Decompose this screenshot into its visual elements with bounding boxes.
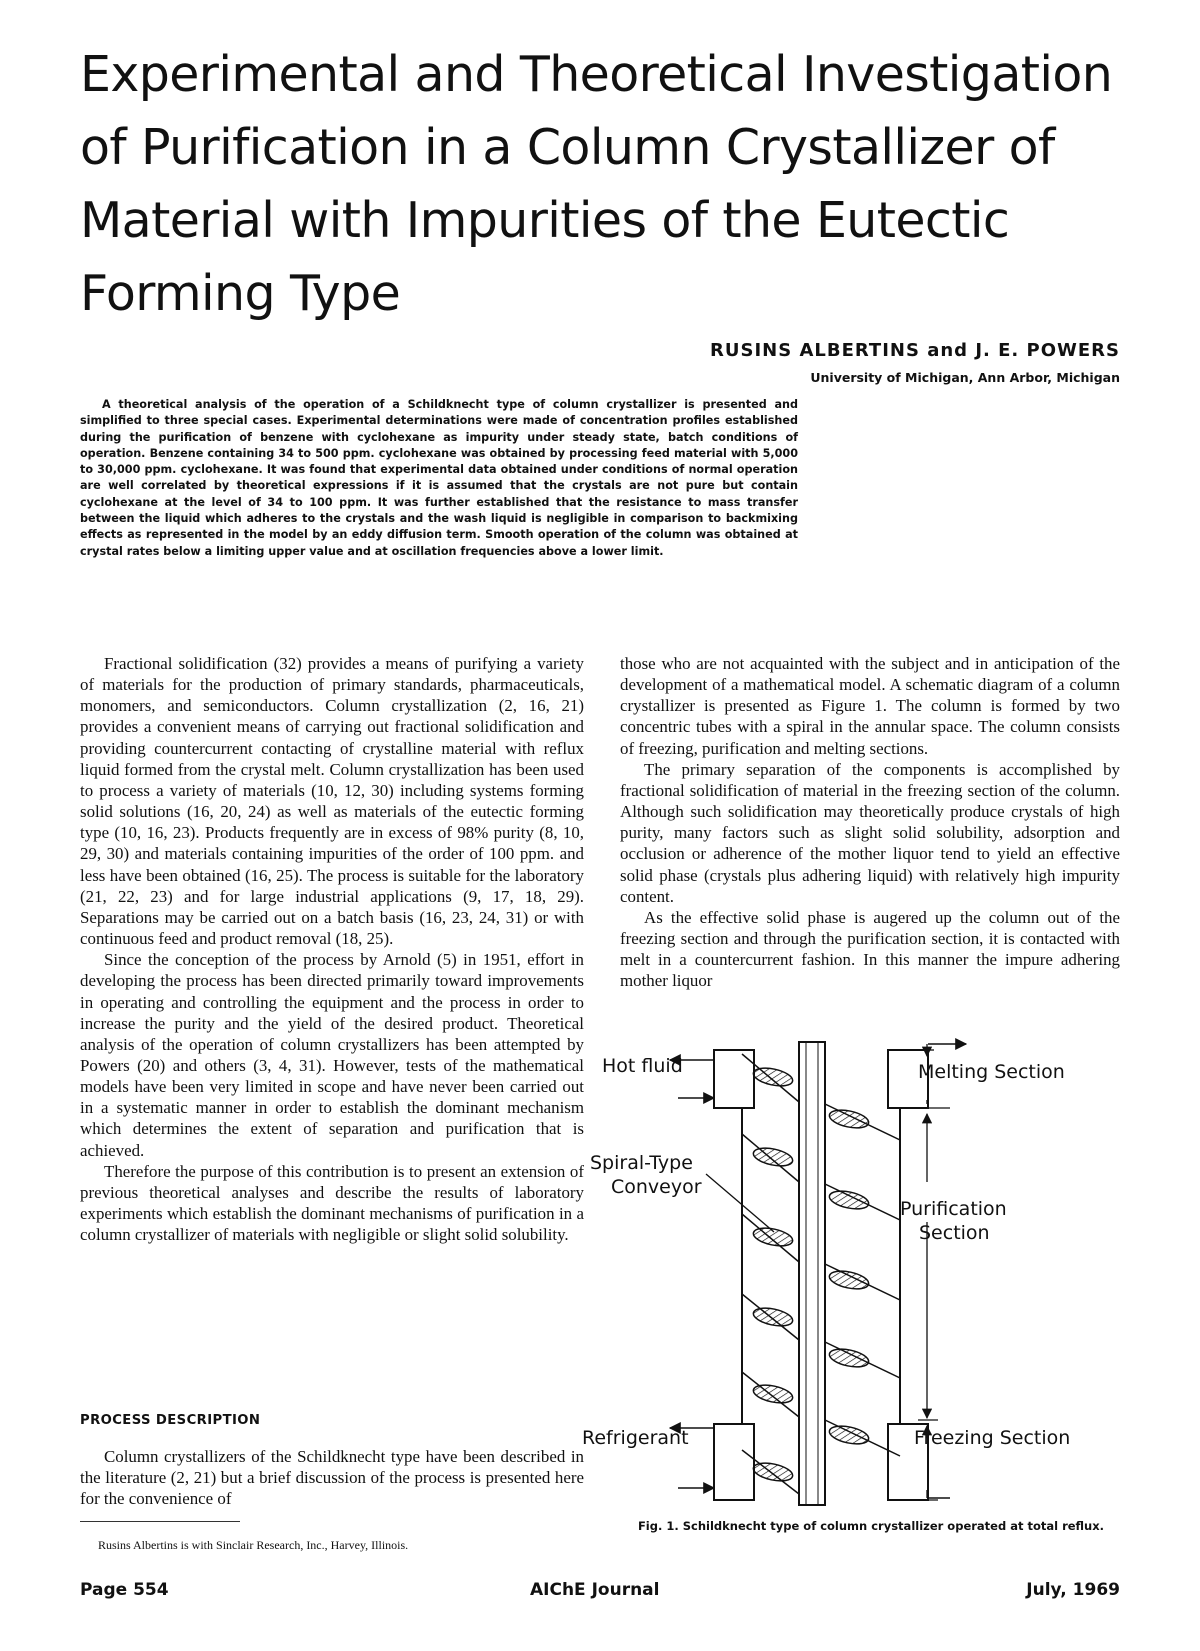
body-paragraph: Column crystallizers of the Schildknecht type have been described in the literature (2, 21) but a brief discussion of the process is presented here for the convenience of [80,1447,584,1509]
body-paragraph: Therefore the purpose of this contribution is to present an extension of previous theoretical analyses and describe the results of laboratory experiments which establish the dominant mechanisms of purification in a column crystallizer of materials with negligible or slight solid solubility. [80,1161,584,1245]
authors: RUSINS ALBERTINS and J. E. POWERS [710,340,1120,361]
body-paragraph: The primary separation of the components is accomplished by fractional solidification of material in the freezing section of the column. Although such solidification may theoretically produce crystals of high purity, many factors such as slight solid solubility, adsorption and occlusion or adherence of the mother liquor tend to yield an effective solid phase (crystals plus adhering liquid) with relatively high impurity content. [620,759,1120,906]
abstract: A theoretical analysis of the operation of a Schildknecht type of column crystallizer is presented and simplified to three special cases. Experimental determinations were made of concentration profiles established during the purification of benzene with cyclohexane as impurity under steady state, batch conditions of operation. Benzene containing 34 to 500 ppm. cyclohexane was obtained by processing feed material with 5,000 to 30,000 ppm. cyclohexane. It was found that experimental data obtained under conditions of normal operation are well correlated by theoretical expressions if it is assumed that the crystals are not pure but contain cyclohexane at the level of 34 to 100 ppm. It was further established that the resistance to mass transfer between the liquid which adheres to the crystals and the wash liquid is negligible in comparison to backmixing effects as represented in the model by an eddy diffusion term. Smooth operation of the column was obtained at crystal rates below a limiting upper value and at oscillation frequencies above a lower limit. [80,398,798,558]
purification-section-label-line1: Purification [900,1198,1007,1220]
section-heading: PROCESS DESCRIPTION [80,1413,261,1428]
issue-date: July, 1969 [1026,1580,1120,1600]
footnote-divider [80,1521,240,1522]
freezing-section-label: Freezing Section [914,1427,1071,1449]
column-crystallizer-figure [582,1042,1124,1507]
body-paragraph: Since the conception of the process by Arnold (5) in 1951, effort in developing the process has been directed primarily toward improvements in operating and controlling the equipment and the process in order to increase the purity and the yield of the desired product. Theoretical analysis of the operation of column crystallizers has been attempted by Powers (20) and others (3, 4, 31). However, tests of the mathematical models have been very limited in scope and have never been carried out in a systematic manner in order to establish the dominant mechanism which determines the extent of separation and purification that is achieved. [80,950,584,1160]
article-title: Experimental and Theoretical Investigation of Purification in a Column Crystallizer of Material with Impurities of the Eutectic Forming Type [80,46,1113,322]
refrigerant-label: Refrigerant [582,1427,689,1449]
column-body [714,1042,928,1505]
body-paragraph: Fractional solidification (32) provides a means of purifying a variety of materials for the production of primary standards, pharmaceuticals, monomers, and semiconductors. Column crystallization (2, 16, 21) provides a convenient means of carrying out fractional solidification and providing countercurrent contacting of crystalline material with reflux liquid formed from the crystal melt. Column crystallization has been used to process a variety of materials (10, 12, 30) including systems forming solid solutions (16, 20, 24) as well as materials of the eutectic forming type (10, 16, 23). Products frequently are in excess of 98% purity (8, 10, 29, 30) and materials containing impurities of the order of 100 ppm. and less have been obtained (16, 25). The process is suitable for the laboratory (21, 22, 23) and for large industrial applications (9, 17, 18, 29). Separations may be carried out on a batch basis (16, 23, 24, 31) or with continuous feed and product removal (18, 25). [80,654,584,949]
journal-name: AIChE Journal [530,1580,660,1600]
footnote: Rusins Albertins is with Sinclair Research, Inc., Harvey, Illinois. [98,1538,409,1552]
hot-fluid-label: Hot fluid [602,1055,683,1077]
body-paragraph: those who are not acquainted with the subject and in anticipation of the development of a mathematical model. A schematic diagram of a column crystallizer is presented as Figure 1. The column is formed by two concentric tubes with a spiral in the annular space. The column consists of freezing, purification and melting sections. [620,654,1120,758]
affiliation: University of Michigan, Ann Arbor, Michigan [810,370,1120,385]
right-column [620,653,1120,992]
spiral-callout-line [706,1174,774,1232]
left-column [80,653,584,1245]
process-description [80,1446,584,1509]
spiral-conveyor-label-line2: Conveyor [611,1176,702,1198]
page-number: Page 554 [80,1580,169,1600]
melting-section-label: Melting Section [918,1061,1065,1083]
spiral-conveyor-label-line1: Spiral-Type [590,1152,693,1174]
purification-section-label-line2: Section [919,1222,990,1244]
figure-caption: Fig. 1. Schildknecht type of column crystallizer operated at total reflux. [637,1519,1105,1533]
body-paragraph: As the effective solid phase is augered up the column out of the freezing section and through the purification section, it is contacted with melt in a countercurrent fashion. In this manner the impure adhering mother liquor [620,907,1120,991]
